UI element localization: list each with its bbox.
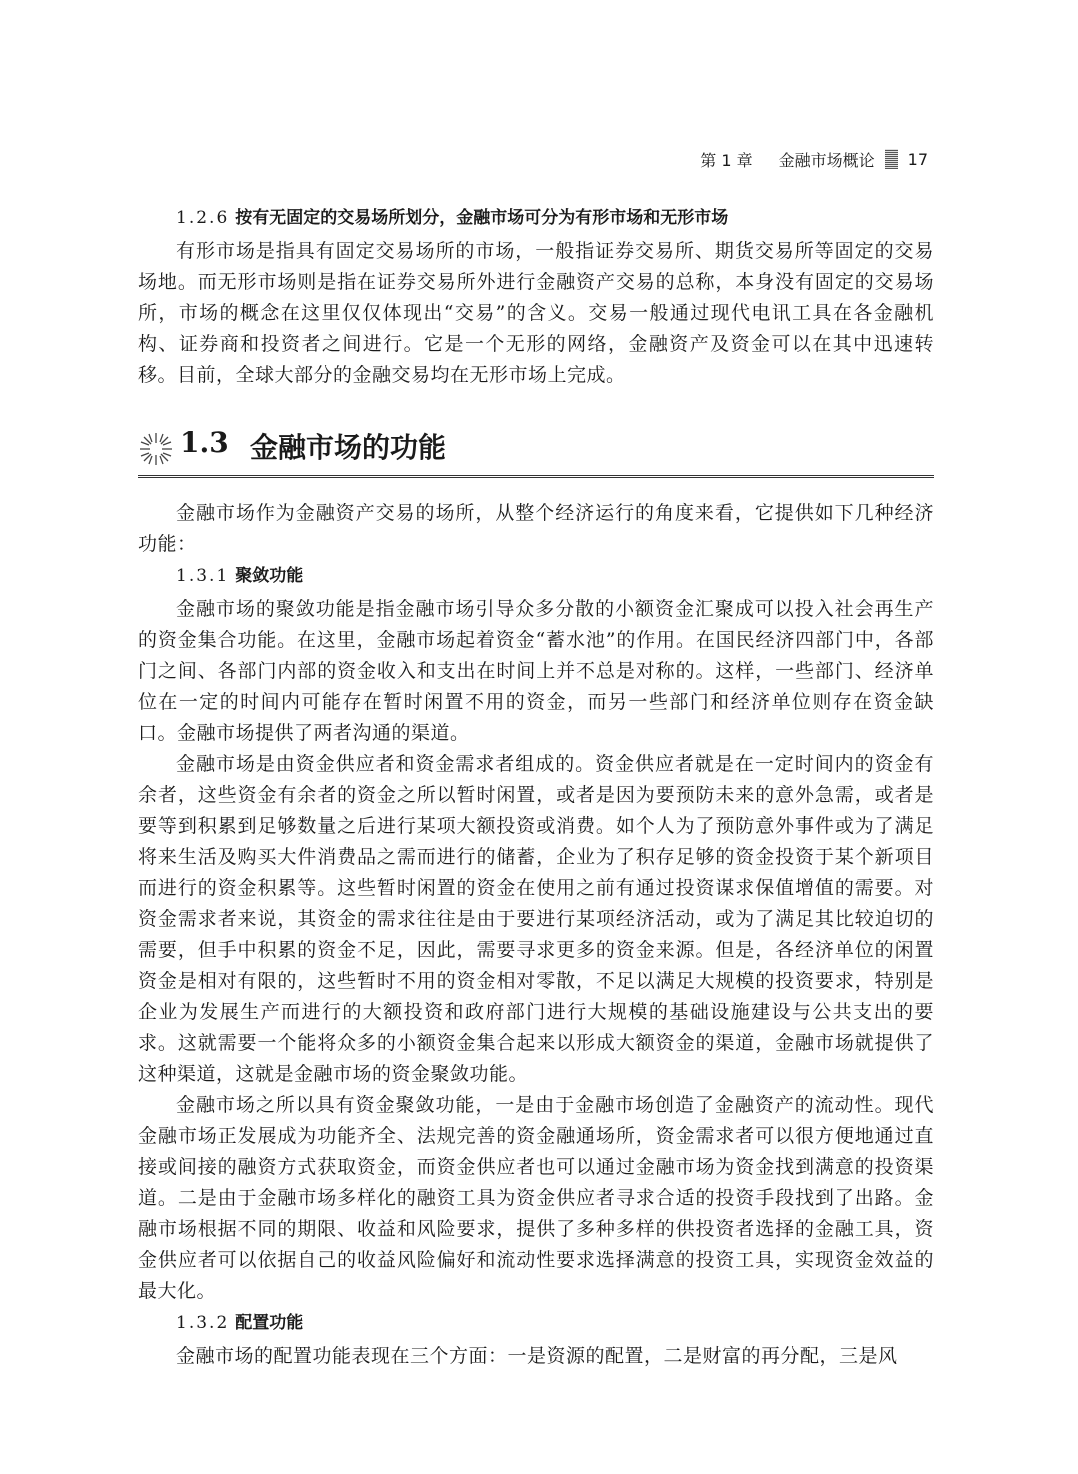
subsection-title: 聚敛功能: [235, 566, 304, 586]
paragraph: 金融市场是由资金供应者和资金需求者组成的。资金供应者就是在一定时间内的资金有余者，这些资金有余者的资金之所以暂时闲置，或者是因为要预防未来的意外急需，或者是要等到积累到足够数量之后进行某项大额投资或消费。如个人为了预防意外事件或为了满足将来生活及购买大件消费品之需而进行的储蓄，企业为了积存足够的资金投资于某个新项目而进行的资金积累等。这些暂时闲置的资金在使用之前有通过投资谋求保值增值的需要。对资金需求者来说，其资金的需求往往是由于要进行某项经济活动，或为了满足其比较迫切的需要，但手中积累的资金不足，因此，需要寻求更多的资金来源。但是，各经济单位的闲置资金是相对有限的，这些暂时不用的资金相对零散，不足以满足大规模的投资要求，特别是企业为发展生产而进行的大额投资和政府部门进行大规模的基础设施建设与公共支出的要求。这就需要一个能将众多的小额资金集合起来以形成大额资金的渠道，金融市场就提供了这种渠道，这就是金融市场的资金聚敛功能。: [138, 753, 934, 1085]
header-title: 金融市场概论: [778, 150, 875, 170]
subsection-title: 按有无固定的交易场所划分，金融市场可分为有形市场和无形市场: [235, 208, 729, 228]
section-heading-1-3: [138, 423, 934, 478]
subsection-number: 1.3.2: [176, 1313, 230, 1333]
section-number: 1.3: [180, 426, 229, 459]
page-body: [138, 202, 934, 1372]
running-header: [700, 146, 928, 172]
paragraph: 金融市场作为金融资产交易的场所，从整个经济运行的角度来看，它提供如下几种经济功能：: [138, 502, 934, 555]
paragraph: 有形市场是指具有固定交易场所的市场，一般指证券交易所、期货交易所等固定的交易场地。而无形市场则是指在证券交易所外进行金融资产交易的总称，本身没有固定的交易场所，市场的概念在这里仅仅体现出“交易”的含义。交易一般通过现代电讯工具在各金融机构、证券商和投资者之间进行。它是一个无形的网络，金融资产及资金可以在其中迅速转移。目前，全球大部分的金融交易均在无形市场上完成。: [138, 240, 934, 386]
header-chapter: 第 1 章: [700, 150, 753, 170]
page-number: 17: [907, 149, 928, 169]
subsection-heading-1-3-2: [176, 1309, 934, 1337]
subsection-number: 1.2.6: [176, 208, 230, 228]
paragraph: 金融市场的聚敛功能是指金融市场引导众多分散的小额资金汇聚成可以投入社会再生产的资金集合功能。在这里，金融市场起着资金“蓄水池”的作用。在国民经济四部门中，各部门之间、各部门内部的资金收入和支出在时间上并不总是对称的。这样，一些部门、经济单位在一定的时间内可能存在暂时闲置不用的资金，而另一些部门和经济单位则存在资金缺口。金融市场提供了两者沟通的渠道。: [138, 598, 934, 744]
subsection-title: 配置功能: [235, 1313, 304, 1333]
paragraph: 金融市场的配置功能表现在三个方面：一是资源的配置，二是财富的再分配，三是风: [176, 1345, 898, 1367]
section-title: 金融市场的功能: [250, 431, 447, 464]
paragraph: 金融市场之所以具有资金聚敛功能，一是由于金融市场创造了金融资产的流动性。现代金融市场正发展成为功能齐全、法规完善的资金融通场所，资金需求者可以很方便地通过直接或间接的融资方式获取资金，而资金供应者也可以通过金融市场为资金找到满意的投资渠道。二是由于金融市场多样化的融资工具为资金供应者寻求合适的投资手段找到了出路。金融市场根据不同的期限、收益和风险要求，提供了多种多样的供投资者选择的金融工具，资金供应者可以依据自己的收益风险偏好和流动性要求选择满意的投资工具，实现资金效益的最大化。: [138, 1094, 934, 1302]
subsection-heading-1-3-1: [176, 562, 934, 590]
header-decoration: [885, 149, 898, 169]
burst-icon: [138, 431, 174, 467]
subsection-number: 1.3.1: [176, 566, 230, 586]
subsection-heading-1-2-6: [176, 204, 934, 232]
